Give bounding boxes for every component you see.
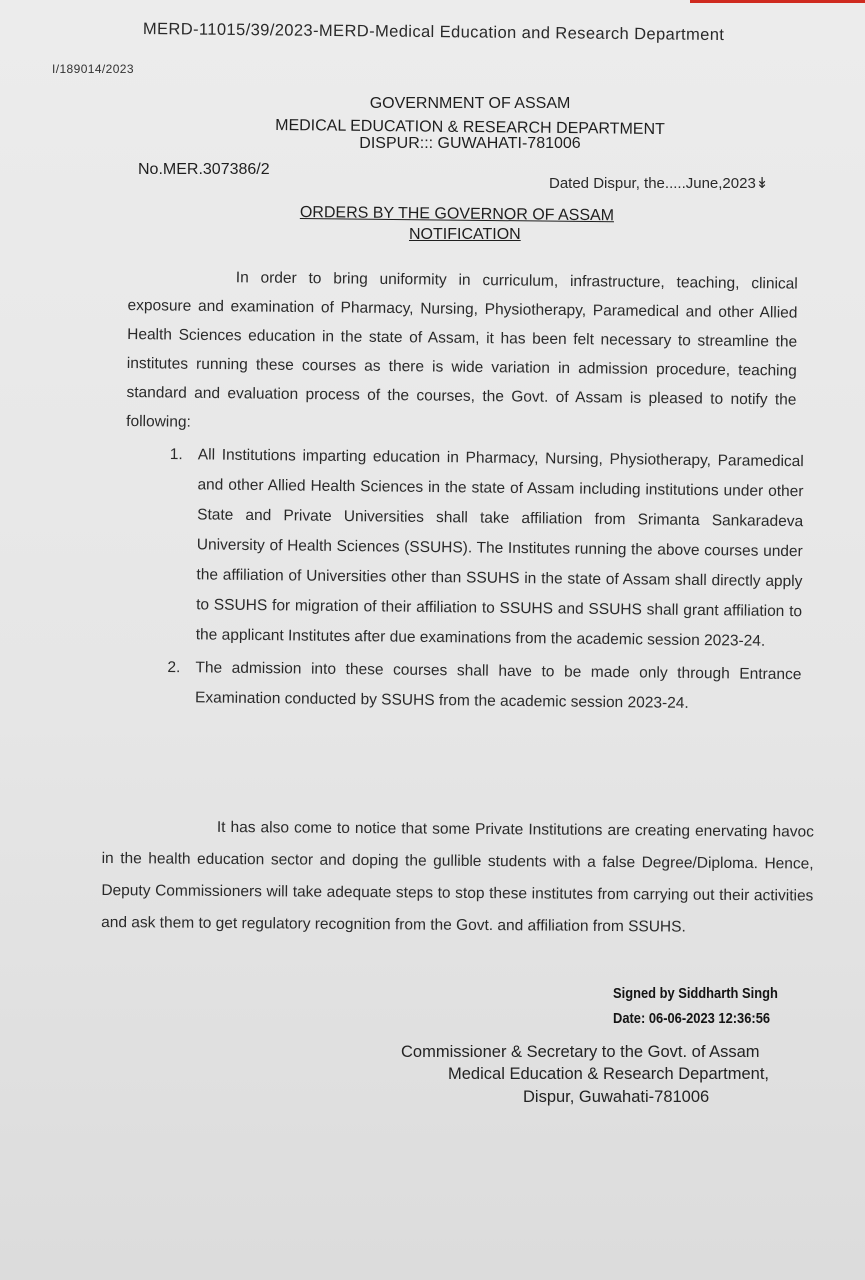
header-government: GOVERNMENT OF ASSAM xyxy=(369,95,571,112)
intro-paragraph-block xyxy=(126,262,798,444)
header-department: MEDICAL EDUCATION & RESEARCH DEPARTMENT xyxy=(275,116,665,139)
file-reference: MERD-11015/39/2023-MERD-Medical Education and Research Department xyxy=(142,20,725,45)
list-item-number: 1. xyxy=(169,445,183,464)
list-item xyxy=(168,440,804,657)
header-address: DISPUR::: GUWAHATI-781006 xyxy=(359,135,581,152)
list-item-text: The admission into these courses shall have to be made only through Entrance Examination conducted by SSUHS from the academic session 2023-24. xyxy=(194,659,802,712)
top-edge-red-strip xyxy=(690,0,865,3)
title-notification: NOTIFICATION xyxy=(409,226,521,243)
signatory-designation: Commissioner & Secretary to the Govt. of Assam xyxy=(401,1043,760,1061)
digital-signature-name: Signed by Siddharth Singh xyxy=(613,985,778,1002)
signatory-department: Medical Education & Research Department, xyxy=(448,1065,769,1083)
title-orders: ORDERS BY THE GOVERNOR OF ASSAM xyxy=(299,204,615,225)
closing-paragraph-block xyxy=(101,811,814,945)
list-item-number: 2. xyxy=(167,658,181,677)
dated-line: Dated Dispur, the.....June,2023↡ xyxy=(549,175,769,192)
signatory-address: Dispur, Guwahati-781006 xyxy=(523,1088,710,1106)
notification-points xyxy=(167,440,804,720)
closing-paragraph: It has also come to notice that some Private Institutions are creating enervating havoc in the health education sector and doping the gullible students with a false Degree/Diploma. Hence, Deputy Commissioners will take adequate steps to stop these institutes from carrying out their activities and ask them to get regulatory recognition from the Govt. and affiliation from SSUHS. xyxy=(101,818,814,936)
order-number: No.MER.307386/2 xyxy=(138,161,270,178)
digital-signature-date: Date: 06-06-2023 12:36:56 xyxy=(613,1010,771,1027)
list-item-text: All Institutions imparting education in Pharmacy, Nursing, Physiotherapy, Paramedical and other Allied Health Sciences in the state of Assam including institutions under other State and Private Universities shall take affiliation from Srimanta Sankaradeva University of Health Sciences (SSUHS). The Institutes running the above courses under the affiliation of Universities other than SSUHS in the state of Assam shall directly apply to SSUHS for migration of their affiliation to SSUHS and SSUHS shall grant affiliation to the applicant Institutes after due examinations from the academic session 2023-24. xyxy=(195,446,804,650)
intro-paragraph: In order to bring uniformity in curriculum, infrastructure, teaching, clinical exposure and examination of Pharmacy, Nursing, Physiotherapy, Paramedical and other Allied Health Sciences education in the state of Assam, it has been felt necessary to streamline the institutes running these courses as there is wide variation in admission procedure, teaching standard and evaluation process of the courses, the Govt. of Assam is pleased to notify the following: xyxy=(126,269,798,431)
list-item xyxy=(167,653,802,720)
receipt-number: I/189014/2023 xyxy=(52,62,134,76)
